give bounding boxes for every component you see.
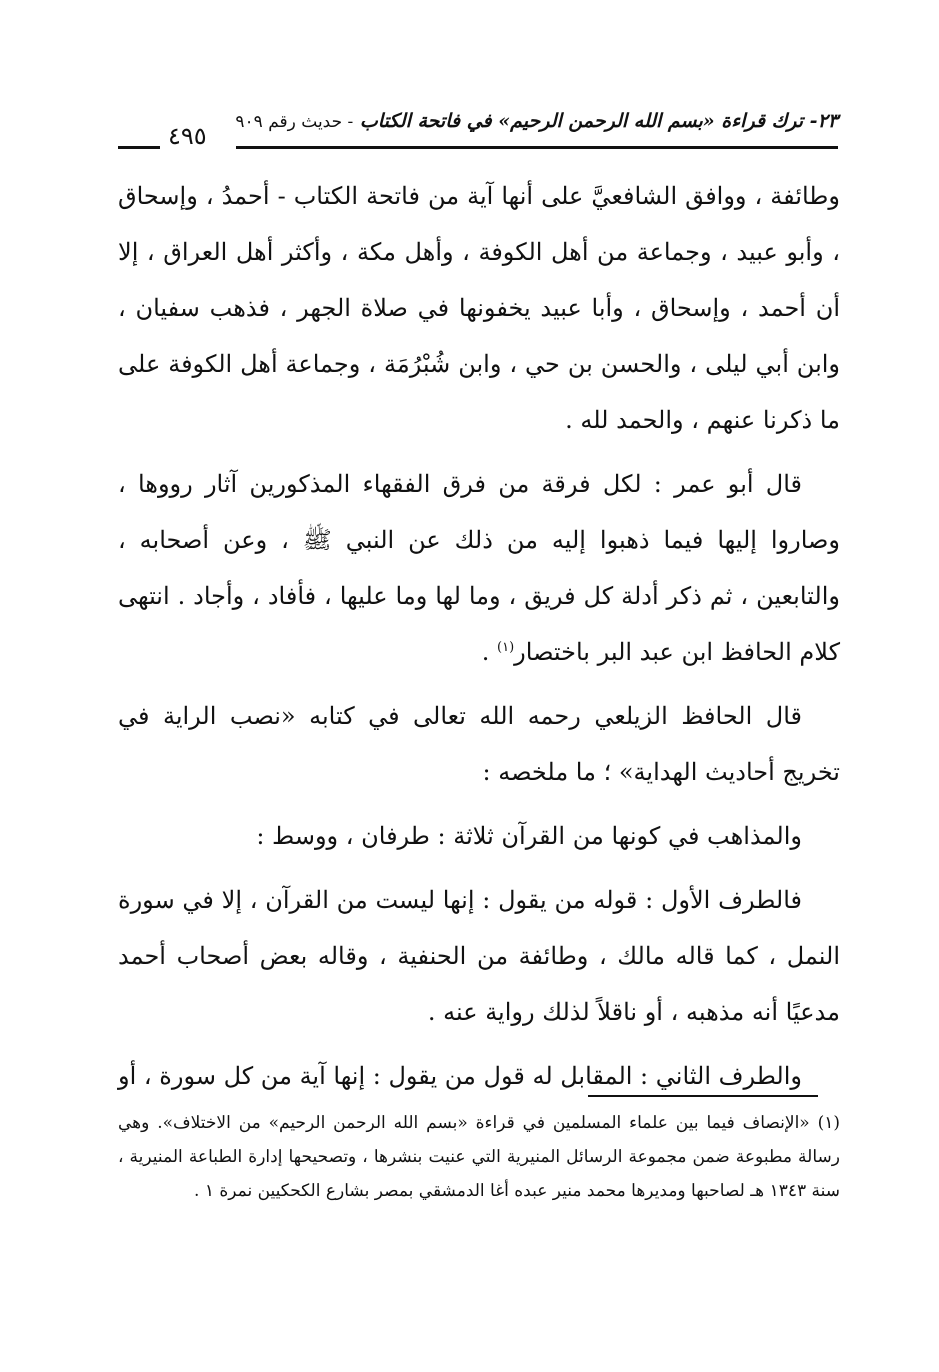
body-text — [118, 168, 840, 1104]
footnotes — [118, 1106, 840, 1208]
paragraph: والطرف الثاني : المقابل له قول من يقول : إنها آية من كل سورة ، أو — [118, 1062, 802, 1090]
footnote-1: (١) «الإنصاف فيما بين علماء المسلمين في قراءة «بسم الله الرحمن الرحيم» من الاختلاف». وهي رسالة مطبوعة ضمن مجموعة الرسائل المنيرية التي عنيت بنشرها ، وتصحيحها إدارة الطباعة المنيرية ، سنة ١٣٤٣ هـ لصاحبها ومديرها محمد منير عبده أغا الدمشقي بمصر بشارع الكحكيين نمرة ١ . — [118, 1113, 840, 1201]
paragraph: قال الحافظ الزيلعي رحمه الله تعالى في كتابه «نصب الراية في تخريج أحاديث الهداية» ؛ ما ملخصه : — [118, 702, 840, 786]
footnote-separator — [588, 1095, 818, 1097]
paragraph: والمذاهب في كونها من القرآن ثلاثة : طرفان ، ووسط : — [256, 822, 802, 850]
paragraph-text: قال أبو عمر : لكل فرقة من فرق الفقهاء المذكورين آثار رووها ، وصاروا إليها فيما ذهبوا إليه من ذلك عن النبي ﷺ ، وعن أصحابه ، والتابعين ، ثم ذكر أدلة كل فريق ، وما لها وما عليها ، فأفاد ، وأجاد . انتهى كلام الحافظ ابن عبد البر باختصار — [118, 470, 840, 666]
paragraph — [118, 456, 840, 680]
header-rule — [236, 146, 838, 149]
chapter-title: ٢٣- ترك قراءة «بسم الله الرحمن الرحيم» في فاتحة الكتاب — [359, 110, 838, 132]
paragraph: فالطرف الأول : قوله من يقول : إنها ليست من القرآن ، إلا في سورة النمل ، كما قاله مالك ، وطائفة من الحنفية ، وقاله بعض أصحاب أحمد مدعيًا أنه مذهبه ، أو ناقلاً لذلك رواية عنه . — [118, 886, 841, 1026]
hadith-reference: - حديث رقم ٩٠٩ — [235, 112, 354, 132]
paragraph-end: . — [481, 638, 498, 666]
page-header — [118, 108, 838, 152]
paragraph: وطائفة ، ووافق الشافعيَّ على أنها آية من فاتحة الكتاب - أحمدُ ، وإسحاق ، وأبو عبيد ، وجماعة من أهل الكوفة ، وأهل مكة ، وأكثر أهل العراق ، إلا أن أحمد ، وإسحاق ، وأبا عبيد يخفونها في صلاة الجهر ، فذهب سفيان ، وابن أبي ليلى ، والحسن بن حي ، وابن شُبْرُمَة ، وجماعة أهل الكوفة على ما ذكرنا عنهم ، والحمد لله . — [118, 182, 840, 434]
footnote-marker: (١) — [497, 640, 515, 655]
running-title — [235, 110, 838, 132]
page-number: ٤٩٥ — [168, 122, 207, 150]
page-number-dash — [118, 146, 160, 149]
